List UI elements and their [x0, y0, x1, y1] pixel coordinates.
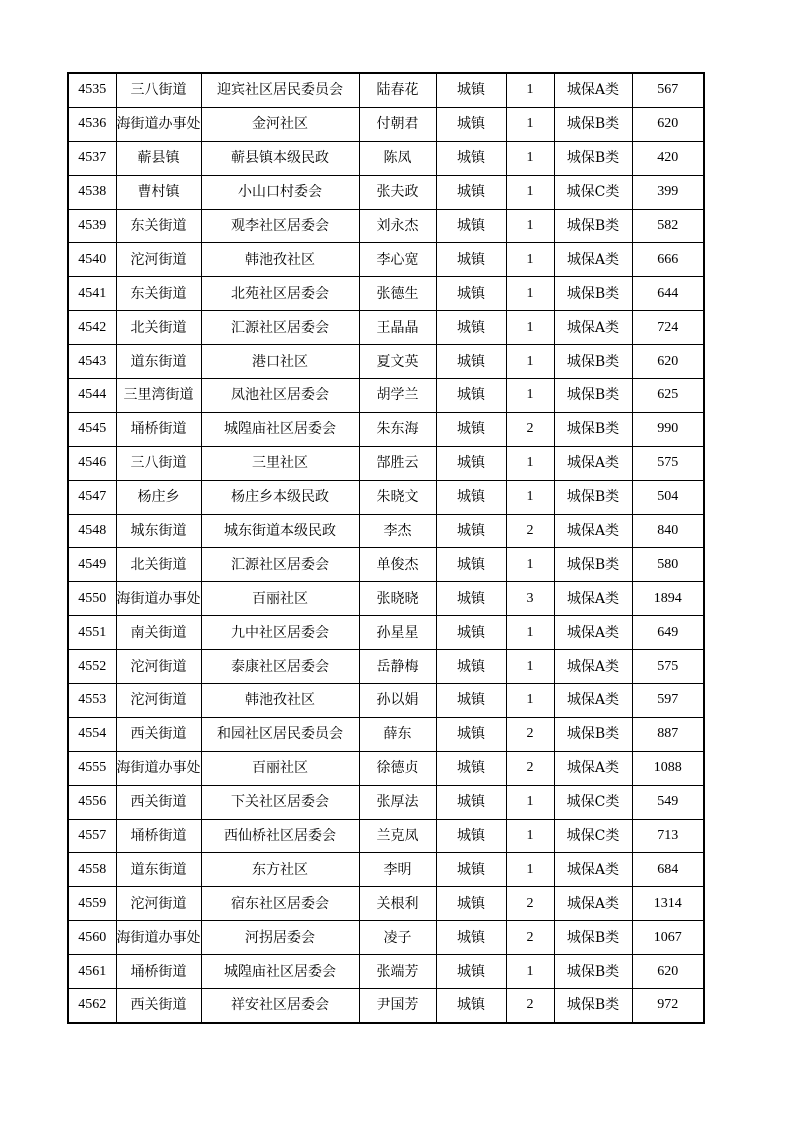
cell-name: 张晓晓	[359, 582, 436, 616]
cell-count: 1	[506, 650, 554, 684]
cell-count: 1	[506, 480, 554, 514]
cell-id: 4562	[68, 989, 116, 1023]
cell-name: 张端芳	[359, 955, 436, 989]
cell-count: 3	[506, 582, 554, 616]
table-row	[68, 243, 704, 277]
cell-community: 宿东社区居委会	[201, 887, 359, 921]
cell-community: 九中社区居委会	[201, 616, 359, 650]
cell-amount: 724	[632, 311, 704, 345]
cell-category: 城保A类	[554, 73, 632, 107]
cell-area: 城镇	[436, 548, 506, 582]
cell-name: 付朝君	[359, 107, 436, 141]
cell-name: 兰克凤	[359, 819, 436, 853]
cell-amount: 887	[632, 717, 704, 751]
cell-category: 城保C类	[554, 785, 632, 819]
cell-category: 城保B类	[554, 955, 632, 989]
cell-area: 城镇	[436, 955, 506, 989]
cell-amount: 620	[632, 107, 704, 141]
cell-amount: 840	[632, 514, 704, 548]
cell-name: 朱晓文	[359, 480, 436, 514]
table-row	[68, 446, 704, 480]
cell-area: 城镇	[436, 311, 506, 345]
cell-id: 4541	[68, 277, 116, 311]
cell-category: 城保A类	[554, 751, 632, 785]
cell-street: 埇桥街道	[116, 412, 201, 446]
cell-count: 1	[506, 379, 554, 413]
cell-category: 城保B类	[554, 345, 632, 379]
cell-id: 4549	[68, 548, 116, 582]
cell-street: 道东街道	[116, 345, 201, 379]
cell-name: 孙星星	[359, 616, 436, 650]
cell-category: 城保B类	[554, 277, 632, 311]
cell-id: 4539	[68, 209, 116, 243]
table-row	[68, 717, 704, 751]
table-row	[68, 921, 704, 955]
cell-street: 道东街道	[116, 853, 201, 887]
cell-name: 徐德贞	[359, 751, 436, 785]
cell-amount: 713	[632, 819, 704, 853]
cell-area: 城镇	[436, 650, 506, 684]
table-row	[68, 345, 704, 379]
cell-area: 城镇	[436, 853, 506, 887]
cell-community: 凤池社区居委会	[201, 379, 359, 413]
table-row	[68, 989, 704, 1023]
table-row	[68, 887, 704, 921]
cell-community: 观李社区居委会	[201, 209, 359, 243]
cell-area: 城镇	[436, 141, 506, 175]
cell-count: 1	[506, 785, 554, 819]
cell-category: 城保B类	[554, 480, 632, 514]
cell-community: 汇源社区居委会	[201, 548, 359, 582]
cell-area: 城镇	[436, 345, 506, 379]
cell-street: 三里湾街道	[116, 379, 201, 413]
cell-category: 城保C类	[554, 175, 632, 209]
cell-street: 沱河街道	[116, 650, 201, 684]
cell-street: 杨庄乡	[116, 480, 201, 514]
table-row	[68, 582, 704, 616]
cell-id: 4537	[68, 141, 116, 175]
table-row	[68, 107, 704, 141]
cell-street: 西关街道	[116, 717, 201, 751]
cell-community: 百丽社区	[201, 751, 359, 785]
cell-id: 4536	[68, 107, 116, 141]
cell-community: 东方社区	[201, 853, 359, 887]
cell-id: 4557	[68, 819, 116, 853]
cell-count: 1	[506, 684, 554, 718]
cell-street: 蕲县镇	[116, 141, 201, 175]
cell-amount: 567	[632, 73, 704, 107]
table-row	[68, 785, 704, 819]
cell-area: 城镇	[436, 446, 506, 480]
cell-name: 张厚法	[359, 785, 436, 819]
cell-community: 城隍庙社区居委会	[201, 955, 359, 989]
cell-category: 城保A类	[554, 311, 632, 345]
cell-street: 北关街道	[116, 311, 201, 345]
cell-area: 城镇	[436, 243, 506, 277]
cell-amount: 684	[632, 853, 704, 887]
cell-name: 单俊杰	[359, 548, 436, 582]
cell-area: 城镇	[436, 785, 506, 819]
cell-count: 2	[506, 412, 554, 446]
cell-amount: 972	[632, 989, 704, 1023]
cell-name: 陈凤	[359, 141, 436, 175]
cell-area: 城镇	[436, 175, 506, 209]
cell-name: 岳静梅	[359, 650, 436, 684]
cell-count: 2	[506, 989, 554, 1023]
cell-community: 泰康社区居委会	[201, 650, 359, 684]
cell-street: 城东街道	[116, 514, 201, 548]
cell-name: 薛东	[359, 717, 436, 751]
cell-id: 4535	[68, 73, 116, 107]
cell-street: 海街道办事处	[116, 921, 201, 955]
cell-id: 4560	[68, 921, 116, 955]
cell-street: 埇桥街道	[116, 955, 201, 989]
cell-id: 4558	[68, 853, 116, 887]
cell-count: 1	[506, 548, 554, 582]
table-row	[68, 853, 704, 887]
cell-id: 4544	[68, 379, 116, 413]
cell-community: 下关社区居委会	[201, 785, 359, 819]
cell-count: 2	[506, 887, 554, 921]
cell-amount: 1894	[632, 582, 704, 616]
cell-amount: 597	[632, 684, 704, 718]
cell-community: 韩池孜社区	[201, 243, 359, 277]
cell-name: 尹国芳	[359, 989, 436, 1023]
table-row	[68, 277, 704, 311]
cell-street: 西关街道	[116, 785, 201, 819]
cell-id: 4540	[68, 243, 116, 277]
cell-street: 沱河街道	[116, 887, 201, 921]
cell-category: 城保B类	[554, 921, 632, 955]
cell-area: 城镇	[436, 412, 506, 446]
cell-amount: 549	[632, 785, 704, 819]
cell-id: 4550	[68, 582, 116, 616]
cell-id: 4545	[68, 412, 116, 446]
cell-count: 2	[506, 717, 554, 751]
cell-street: 北关街道	[116, 548, 201, 582]
cell-community: 杨庄乡本级民政	[201, 480, 359, 514]
cell-category: 城保A类	[554, 243, 632, 277]
cell-amount: 620	[632, 955, 704, 989]
cell-amount: 1088	[632, 751, 704, 785]
cell-area: 城镇	[436, 819, 506, 853]
cell-name: 刘永杰	[359, 209, 436, 243]
cell-name: 张德生	[359, 277, 436, 311]
table-row	[68, 73, 704, 107]
cell-area: 城镇	[436, 989, 506, 1023]
table-row	[68, 209, 704, 243]
cell-community: 城隍庙社区居委会	[201, 412, 359, 446]
table-row	[68, 684, 704, 718]
cell-street: 曹村镇	[116, 175, 201, 209]
cell-id: 4548	[68, 514, 116, 548]
cell-street: 沱河街道	[116, 243, 201, 277]
cell-area: 城镇	[436, 514, 506, 548]
cell-area: 城镇	[436, 887, 506, 921]
cell-count: 1	[506, 853, 554, 887]
cell-area: 城镇	[436, 379, 506, 413]
cell-amount: 575	[632, 650, 704, 684]
cell-street: 埇桥街道	[116, 819, 201, 853]
cell-amount: 649	[632, 616, 704, 650]
cell-area: 城镇	[436, 684, 506, 718]
cell-name: 朱东海	[359, 412, 436, 446]
table-row	[68, 311, 704, 345]
cell-id: 4555	[68, 751, 116, 785]
cell-area: 城镇	[436, 277, 506, 311]
cell-street: 海街道办事处	[116, 582, 201, 616]
cell-area: 城镇	[436, 582, 506, 616]
cell-area: 城镇	[436, 107, 506, 141]
cell-id: 4561	[68, 955, 116, 989]
cell-count: 2	[506, 921, 554, 955]
cell-area: 城镇	[436, 751, 506, 785]
cell-amount: 620	[632, 345, 704, 379]
cell-category: 城保B类	[554, 107, 632, 141]
cell-count: 1	[506, 819, 554, 853]
cell-community: 金河社区	[201, 107, 359, 141]
cell-count: 1	[506, 243, 554, 277]
cell-amount: 420	[632, 141, 704, 175]
cell-count: 1	[506, 616, 554, 650]
cell-amount: 575	[632, 446, 704, 480]
cell-category: 城保A类	[554, 684, 632, 718]
cell-street: 三八街道	[116, 446, 201, 480]
cell-street: 海街道办事处	[116, 751, 201, 785]
cell-name: 孙以娟	[359, 684, 436, 718]
cell-name: 郜胜云	[359, 446, 436, 480]
cell-category: 城保A类	[554, 853, 632, 887]
cell-amount: 580	[632, 548, 704, 582]
table-row	[68, 751, 704, 785]
cell-street: 西关街道	[116, 989, 201, 1023]
cell-id: 4547	[68, 480, 116, 514]
cell-id: 4542	[68, 311, 116, 345]
cell-area: 城镇	[436, 73, 506, 107]
cell-amount: 504	[632, 480, 704, 514]
cell-count: 1	[506, 73, 554, 107]
cell-category: 城保B类	[554, 989, 632, 1023]
cell-category: 城保B类	[554, 717, 632, 751]
cell-community: 港口社区	[201, 345, 359, 379]
cell-street: 南关街道	[116, 616, 201, 650]
cell-id: 4556	[68, 785, 116, 819]
table-row	[68, 175, 704, 209]
cell-name: 胡学兰	[359, 379, 436, 413]
cell-community: 汇源社区居委会	[201, 311, 359, 345]
cell-community: 城东街道本级民政	[201, 514, 359, 548]
cell-street: 三八街道	[116, 73, 201, 107]
cell-area: 城镇	[436, 616, 506, 650]
cell-community: 西仙桥社区居委会	[201, 819, 359, 853]
cell-count: 1	[506, 209, 554, 243]
table-row	[68, 819, 704, 853]
cell-area: 城镇	[436, 209, 506, 243]
cell-id: 4551	[68, 616, 116, 650]
cell-community: 北苑社区居委会	[201, 277, 359, 311]
cell-name: 凌子	[359, 921, 436, 955]
cell-id: 4538	[68, 175, 116, 209]
cell-amount: 399	[632, 175, 704, 209]
table-row	[68, 955, 704, 989]
cell-amount: 1314	[632, 887, 704, 921]
cell-category: 城保A类	[554, 582, 632, 616]
cell-id: 4546	[68, 446, 116, 480]
cell-amount: 990	[632, 412, 704, 446]
cell-name: 李心宽	[359, 243, 436, 277]
cell-community: 迎宾社区居民委员会	[201, 73, 359, 107]
cell-category: 城保A类	[554, 446, 632, 480]
cell-category: 城保B类	[554, 141, 632, 175]
cell-id: 4553	[68, 684, 116, 718]
cell-name: 陆春花	[359, 73, 436, 107]
cell-community: 河拐居委会	[201, 921, 359, 955]
cell-count: 1	[506, 175, 554, 209]
cell-amount: 582	[632, 209, 704, 243]
cell-count: 1	[506, 311, 554, 345]
cell-count: 1	[506, 345, 554, 379]
cell-name: 张夫政	[359, 175, 436, 209]
cell-name: 李明	[359, 853, 436, 887]
cell-count: 1	[506, 446, 554, 480]
cell-count: 1	[506, 107, 554, 141]
cell-amount: 666	[632, 243, 704, 277]
cell-category: 城保C类	[554, 819, 632, 853]
cell-count: 1	[506, 277, 554, 311]
cell-community: 三里社区	[201, 446, 359, 480]
table-row	[68, 480, 704, 514]
cell-id: 4554	[68, 717, 116, 751]
cell-amount: 625	[632, 379, 704, 413]
cell-street: 海街道办事处	[116, 107, 201, 141]
cell-category: 城保B类	[554, 412, 632, 446]
cell-id: 4552	[68, 650, 116, 684]
cell-community: 百丽社区	[201, 582, 359, 616]
cell-amount: 1067	[632, 921, 704, 955]
cell-name: 夏文英	[359, 345, 436, 379]
cell-count: 2	[506, 751, 554, 785]
cell-community: 和园社区居民委员会	[201, 717, 359, 751]
cell-name: 王晶晶	[359, 311, 436, 345]
cell-category: 城保A类	[554, 650, 632, 684]
cell-community: 蕲县镇本级民政	[201, 141, 359, 175]
cell-id: 4543	[68, 345, 116, 379]
cell-amount: 644	[632, 277, 704, 311]
data-table	[67, 72, 705, 1024]
table-row	[68, 548, 704, 582]
cell-count: 1	[506, 955, 554, 989]
cell-name: 关根利	[359, 887, 436, 921]
cell-category: 城保B类	[554, 209, 632, 243]
cell-id: 4559	[68, 887, 116, 921]
cell-area: 城镇	[436, 717, 506, 751]
cell-name: 李杰	[359, 514, 436, 548]
cell-count: 2	[506, 514, 554, 548]
cell-area: 城镇	[436, 480, 506, 514]
cell-street: 东关街道	[116, 209, 201, 243]
cell-count: 1	[506, 141, 554, 175]
cell-category: 城保A类	[554, 514, 632, 548]
cell-street: 东关街道	[116, 277, 201, 311]
cell-community: 祥安社区居委会	[201, 989, 359, 1023]
table-row	[68, 650, 704, 684]
cell-category: 城保A类	[554, 616, 632, 650]
table-row	[68, 616, 704, 650]
table-row	[68, 379, 704, 413]
cell-category: 城保A类	[554, 887, 632, 921]
table-row	[68, 412, 704, 446]
cell-community: 韩池孜社区	[201, 684, 359, 718]
table-row	[68, 141, 704, 175]
table-body	[68, 73, 704, 1023]
table-row	[68, 514, 704, 548]
cell-community: 小山口村委会	[201, 175, 359, 209]
cell-category: 城保B类	[554, 548, 632, 582]
cell-area: 城镇	[436, 921, 506, 955]
cell-street: 沱河街道	[116, 684, 201, 718]
cell-category: 城保B类	[554, 379, 632, 413]
